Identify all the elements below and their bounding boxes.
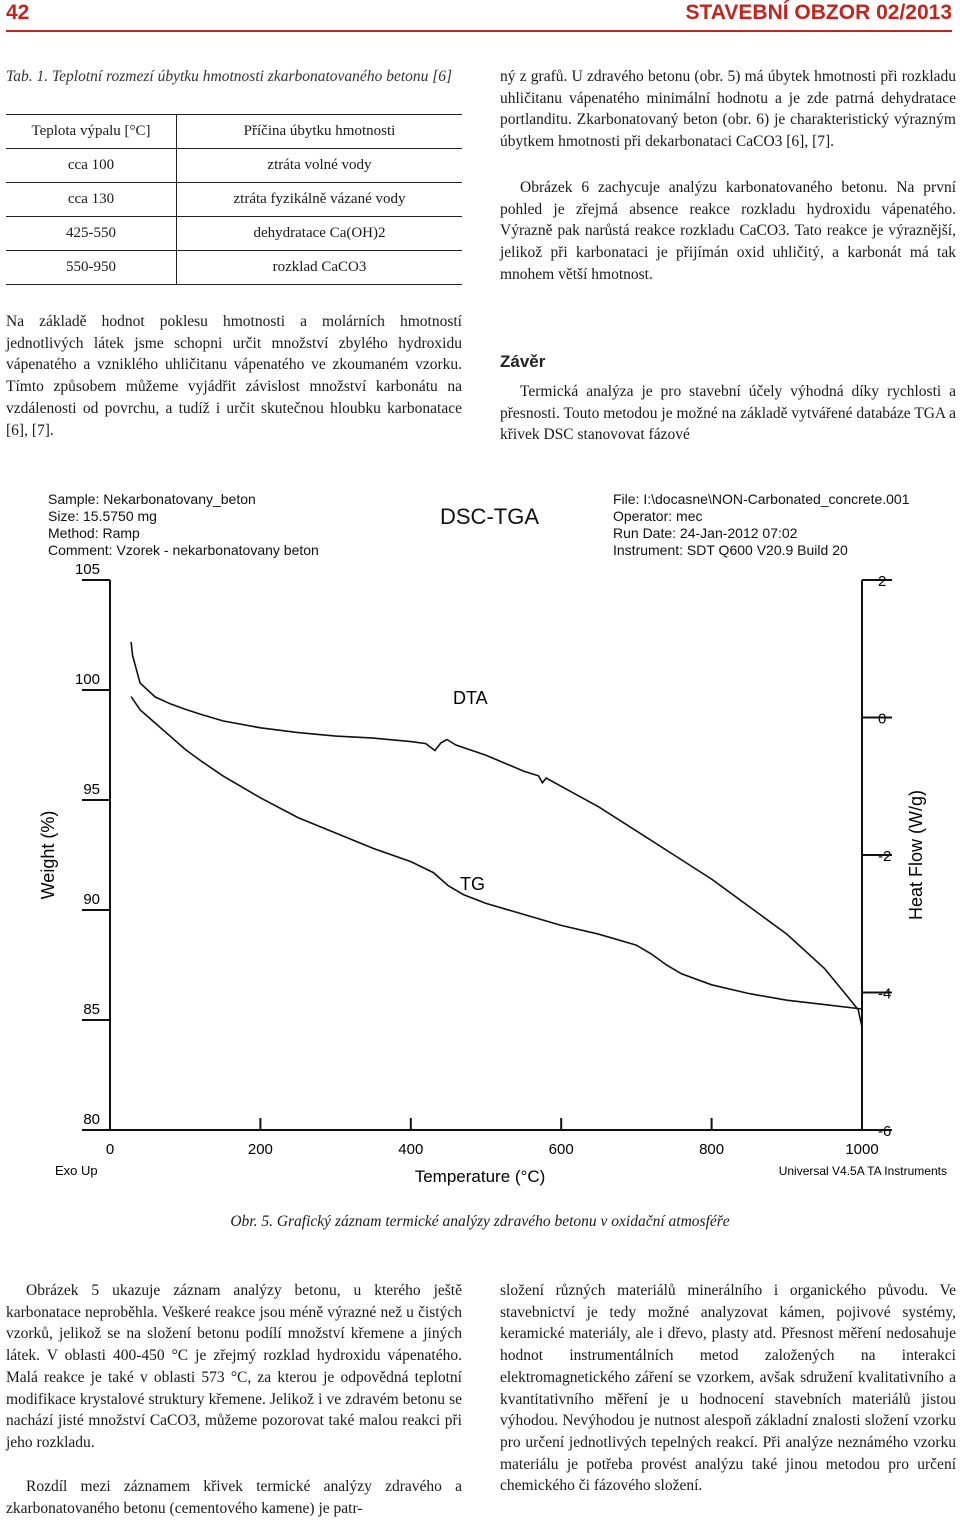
x-tick-label: 600 — [548, 1141, 574, 1158]
meta-run-date: Run Date: 24-Jan-2012 07:02 — [613, 525, 798, 541]
y2-tick-label: 0 — [878, 710, 887, 728]
y2-axis-label: Heat Flow (W/g) — [906, 789, 926, 921]
right-paragraph-2: Obrázek 6 zachycuje analýzu karbonatovaného betonu. Na první pohled je zřejmá absence reakce rozkladu hydroxidu vápenatého. Výrazně pak narůstá reakce rozkladu CaCO3. Tato reakce je výraznější, jelikož při karbonataci je přijímán oxid uhličitý, a karbonát má tak mnohem větší hmotnost. — [500, 179, 956, 283]
x-tick-label: 200 — [247, 1141, 273, 1158]
table-header-row — [6, 115, 462, 149]
bottom-left-paragraph-2: Rozdíl mezi záznamem křivek termické analýzy zdravého a zkarbonatovaného betonu (cementového kamene) je patr- — [6, 1478, 462, 1517]
y2-tick-label: 2 — [878, 573, 887, 590]
table-row — [6, 149, 462, 183]
table-cell: ztráta fyzikálně vázané vody — [177, 183, 463, 217]
table-row — [6, 183, 462, 217]
y-tick-label: 80 — [83, 1111, 100, 1128]
table-caption: Tab. 1. Teplotní rozmezí úbytku hmotnosti zkarbonatovaného betonu [6] — [6, 68, 453, 85]
page-number: 42 — [6, 1, 30, 24]
meta-operator: Operator: mec — [613, 508, 703, 524]
dsc-tga-chart — [0, 480, 960, 1200]
plot-area — [38, 561, 926, 1186]
x-axis-label: Temperature (°C) — [414, 1167, 546, 1186]
meta-comment: Comment: Vzorek - nekarbonatovany beton — [48, 542, 319, 558]
y-tick-label: 100 — [74, 671, 100, 688]
right-paragraph-1: ný z grafů. U zdravého betonu (obr. 5) má úbytek hmotnosti při rozkladu uhličitanu vápenatého minimální hodnotu a je zde patrná dehydratace portlanditu. Zkarbonatovaný beton (obr. 6) je charakteristický výrazným úbytkem hmotnosti při dekarbonataci CaCO3 [6], [7]. — [500, 68, 956, 151]
x-tick-label: 800 — [699, 1141, 725, 1158]
x-tick-label: 400 — [398, 1141, 424, 1158]
y-tick-label: 105 — [74, 561, 100, 578]
y-tick-label: 90 — [83, 891, 100, 908]
table-row — [6, 217, 462, 251]
x-tick-label: 1000 — [845, 1141, 879, 1158]
table-cell: ztráta volné vody — [177, 149, 463, 183]
meta-size: Size: 15.5750 mg — [48, 508, 157, 524]
table-cell: cca 100 — [6, 149, 177, 183]
figure-caption: Obr. 5. Grafický záznam termické analýzy zdravého betonu v oxidační atmosféře — [230, 1213, 730, 1230]
exo-up-label: Exo Up — [55, 1163, 98, 1178]
header-rule — [6, 30, 952, 32]
y2-tick-label: -2 — [878, 848, 892, 865]
table-cell: 550-950 — [6, 251, 177, 285]
series-line-tg — [131, 697, 862, 1009]
y-tick-label: 85 — [83, 1001, 100, 1018]
x-tick-label: 0 — [105, 1141, 115, 1158]
temperature-table — [6, 114, 462, 285]
right-paragraph-3: Termická analýza je pro stavební účely výhodná díky rychlosti a přesnosti. Touto metodou je možné na základě vytvářené databáze TGA a křivek DSC stanovovat fázové — [500, 383, 956, 444]
table-header-cell: Příčina úbytku hmotnosti — [177, 115, 463, 149]
table-cell: dehydratace Ca(OH)2 — [177, 217, 463, 251]
software-label: Universal V4.5A TA Instruments — [778, 1164, 947, 1178]
table-cell: 425-550 — [6, 217, 177, 251]
page-header — [6, 0, 952, 30]
series-line-dta — [131, 642, 862, 1027]
y-tick-label: 95 — [83, 781, 100, 798]
meta-instrument: Instrument: SDT Q600 V20.9 Build 20 — [613, 542, 848, 558]
section-heading: Závěr — [500, 352, 546, 371]
meta-file: File: I:\docasne\NON-Carbonated_concrete.001 — [613, 491, 910, 507]
bottom-right-paragraph: složení různých materiálů minerálního i organického původu. Ve stavebnictví je tedy možné analyzovat kámen, pojivové systémy, keramické materiály, ale i dřevo, plasty atd. Přesnost měření nedosahuje hodnot instrumentálních metod založených na interakci elektromagnetického záření se vzorkem, avšak sdružení kvalitativního a kvantitativního měření je u hodnocení stavebních materiálů jistou výhodou. Nevýhodou je nutnost alespoň základní znalosti složení vzorku pro určení jednotlivých tepelných reakcí. Při analýze neznámého vzorku materiálu je potřeba provést analýzu také jinou metodou pro určení chemického či fázového složení. — [500, 1282, 956, 1495]
chart-title: DSC-TGA — [440, 504, 539, 529]
table-cell: cca 130 — [6, 183, 177, 217]
left-paragraph: Na základě hodnot poklesu hmotnosti a molárních hmotností jednotlivých látek jsme schopni určit množství zbylého hydroxidu vápenatého a vzniklého uhličitanu vápenatého ve zkoumaném vzorku. Tímto způsobem můžeme vyjádřit závislost množství karbonátu na vzdálenosti od povrchu, a tudíž i určit skutečnou hloubku karbonatace [6], [7]. — [6, 313, 462, 439]
bottom-left-paragraph-1: Obrázek 5 ukazuje záznam analýzy betonu, u kterého ještě karbonatace neproběhla. Veškeré reakce jsou méně výrazné než u čistých vzorků, jelikož se na složení betonu podílí množství křemene a jiných látek. V oblasti 400-450 °C je zřejmý rozklad hydroxidu vápenatého. Malá reakce je také v oblasti 573 °C, za kterou je odpovědná teplotní modifikace krystalové struktury křemene. Jelikož i ve zdravém betonu se nachází jisté množství CaCO3, můžeme pozorovat také malou reakci při jeho rozkladu. — [6, 1282, 462, 1451]
y-axis-label: Weight (%) — [38, 810, 58, 900]
table-row — [6, 251, 462, 285]
meta-method: Method: Ramp — [48, 525, 140, 541]
meta-sample: Sample: Nekarbonatovany_beton — [48, 491, 256, 507]
table-cell: rozklad CaCO3 — [177, 251, 463, 285]
journal-title: STAVEBNÍ OBZOR 02/2013 — [685, 1, 952, 24]
table-header-cell: Teplota výpalu [°C] — [6, 115, 177, 149]
y2-tick-label: -6 — [878, 1123, 892, 1140]
y2-tick-label: -4 — [878, 985, 892, 1003]
series-label-tg: TG — [460, 874, 485, 894]
series-label-dta: DTA — [453, 688, 488, 708]
